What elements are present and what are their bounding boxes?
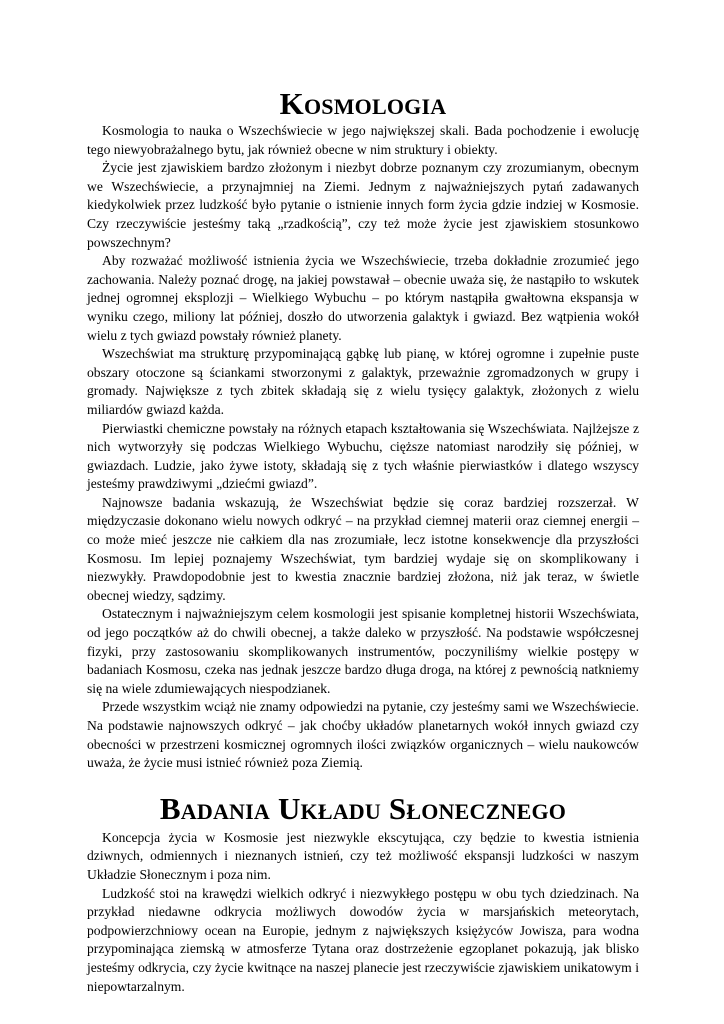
section-title-badania-ukladu-slonecznego: Badania Układu Słonecznego bbox=[159, 790, 567, 826]
paragraph: Życie jest zjawiskiem bardzo złożonym i niezbyt dobrze poznanym czy zrozumianym, obecnym we Wszechświecie, a przynajmniej na Ziemi. Jednym z najważniejszych pytań zadawanych kiedykolwiek przez ludzkość było pytanie o istnienie innych form życia gdzie indziej w Kosmosie. Czy rzeczywiście jesteśmy taką „rzadkością”, czy też może życie jest zjawiskiem stosunkowo powszechnym? bbox=[87, 160, 639, 250]
paragraph: Najnowsze badania wskazują, że Wszechświat będzie się coraz bardziej rozszerzał. W międzyczasie dokonano wielu nowych odkryć – na przykład ciemnej materii oraz ciemnej energii – co może mieć jeszcze nie całkiem dla nas zrozumiałe, lecz istotne konsekwencje dla przyszłości Kosmosu. Im lepiej poznajemy Wszechświat, tym bardziej wydaje się on skomplikowany i niezwykły. Prawdopodobnie jest to kwestia znacznie bardziej złożona, niż jak teraz, w świetle obecnej wiedzy, sądzimy. bbox=[87, 494, 639, 603]
paragraph: Ludzkość stoi na krawędzi wielkich odkryć i niezwykłego postępu w obu tych dziedzinach. Na przykład niedawne odkrycia możliwych dowodów życia w marsjańskich meteorytach, podpowierzchniowy ocean na Europie, jednym z największych księżyców Jowisza, para wodna przypominająca ziemską w atmosferze Tytana oraz dostrzeżenie egzoplanet pokazują, jak blisko jesteśmy odkrycia, czy życie kwitnące na naszej planecie jest rzeczywiście zjawiskiem unikatowym i niepowtarzalnym. bbox=[87, 885, 639, 994]
paragraph: Kosmologia to nauka o Wszechświecie w jego największej skali. Bada pochodzenie i ewolucję tego niewyobrażalnego bytu, jak również obecne w nim struktury i obiekty. bbox=[87, 123, 639, 157]
paragraph: Pierwiastki chemiczne powstały na różnych etapach kształtowania się Wszechświata. Najlżejsze z nich wytworzyły się podczas Wielkiego Wybuchu, cięższe natomiast narodziły się później, w gwiazdach. Ludzie, jako żywe istoty, składają się z tych właśnie pierwiastków i dlatego wszyscy jesteśmy prawdziwymi „dziećmi gwiazd”. bbox=[87, 420, 639, 492]
section-title-kosmologia: Kosmologia bbox=[279, 86, 447, 121]
paragraph: Aby rozważać możliwość istnienia życia we Wszechświecie, trzeba dokładnie zrozumieć jego zachowania. Należy poznać drogę, na jakiej powstawał – obecnie uważa się, że nastąpiło to wskutek jednej ogromnej eksplozji – Wielkiego Wybuchu – po którym nastąpiła gwałtowna ekspansja w wyniku czego, miliony lat później, doszło do utworzenia galaktyk i gwiazd. Bez wątpienia wokół wielu z tych gwiazd powstały również planety. bbox=[87, 253, 639, 343]
document-page bbox=[87, 86, 639, 996]
paragraph: Ostatecznym i najważniejszym celem kosmologii jest spisanie kompletnej historii Wszechświata, od jego początków aż do chwili obecnej, a także daleko w przyszłość. Na podstawie współczesnej fizyki, przy zastosowaniu skomplikowanych instrumentów, poczyniliśmy wielkie postępy w badaniach Kosmosu, czeka nas jednak jeszcze bardzo długa droga, na której z pewnością natkniemy się na wiele zdumiewających niespodzianek. bbox=[87, 606, 639, 696]
paragraph: Koncepcja życia w Kosmosie jest niezwykle ekscytująca, czy będzie to kwestia istnienia dziwnych, odmiennych i nieznanych istnień, czy też możliwość ekspansji ludzkości w naszym Układzie Słonecznym i poza nim. bbox=[87, 829, 639, 882]
paragraph: Wszechświat ma strukturę przypominającą gąbkę lub pianę, w której ogromne i zupełnie puste obszary otoczone są ściankami stworzonymi z galaktyk, przeważnie zgromadzonych w grupy i gromady. Największe z tych zbitek składają się z wielu tysięcy galaktyk, złożonych z wielu miliardów gwiazd każda. bbox=[87, 346, 639, 417]
paragraph: Przede wszystkim wciąż nie znamy odpowiedzi na pytanie, czy jesteśmy sami we Wszechświecie. Na podstawie najnowszych odkryć – jak choćby układów planetarnych wokół innych gwiazd czy obecności w przestrzeni kosmicznej ogromnych ilości związków organicznych – wielu naukowców uważa, że życie musi istnieć również poza Ziemią. bbox=[87, 699, 639, 771]
